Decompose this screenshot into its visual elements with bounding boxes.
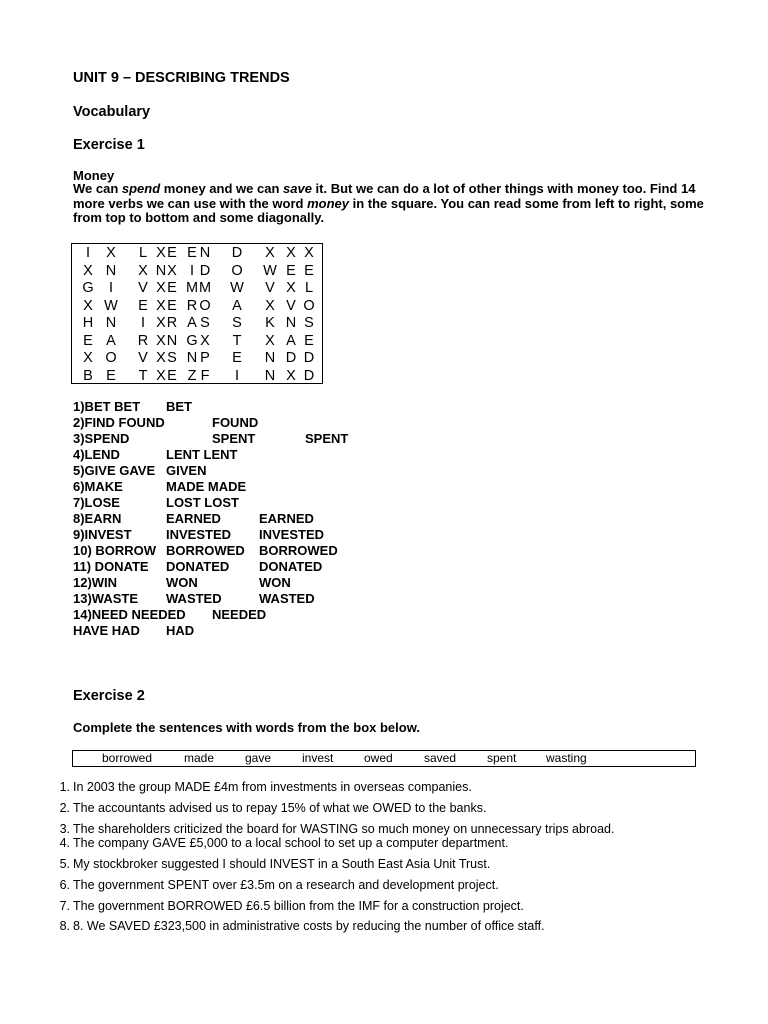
answer-cell: BORROWED bbox=[166, 543, 245, 558]
sentence-item bbox=[59, 919, 545, 933]
grid-letter: I bbox=[234, 367, 240, 384]
grid-letter: E bbox=[167, 280, 177, 296]
answer-cell: DONATED bbox=[259, 559, 323, 574]
grid-letter: D bbox=[231, 245, 243, 261]
sentence-number: 5. bbox=[59, 857, 70, 871]
grid-letter: X bbox=[304, 245, 314, 261]
answer-cell: WON bbox=[259, 575, 291, 590]
sentence-text: The company GAVE £5,000 to a local school to set up a computer department. bbox=[73, 836, 509, 850]
grid-letter: L bbox=[304, 280, 314, 296]
grid-letter: L bbox=[138, 245, 148, 261]
answer-cell: HAD bbox=[166, 623, 195, 638]
answer-cell: 13)WASTE bbox=[73, 591, 139, 606]
grid-letter: E bbox=[187, 245, 197, 261]
grid-letter: X bbox=[106, 245, 116, 261]
grid-letter: Z bbox=[187, 367, 197, 384]
intro-text: We can bbox=[73, 181, 122, 196]
unit-title: UNIT 9 – DESCRIBING TRENDS bbox=[73, 70, 290, 86]
grid-letter: X bbox=[265, 332, 275, 349]
grid-letter: E bbox=[167, 245, 177, 261]
grid-letter: N bbox=[285, 315, 297, 331]
grid-letter: G bbox=[186, 332, 198, 349]
word-box-item: gave bbox=[245, 751, 272, 765]
grid-letter: X bbox=[286, 280, 296, 296]
sentence-text: The government SPENT over £3.5m on a research and development project. bbox=[73, 878, 499, 892]
grid-letter: D bbox=[303, 367, 315, 384]
answer-cell: 11) DONATE bbox=[73, 559, 149, 574]
answer-cell: 9)INVEST bbox=[73, 527, 132, 542]
intro-text: it. But we can do a lot of other things with money too. Find 14 more verbs we can use with the word bbox=[73, 181, 696, 211]
grid-letter: E bbox=[286, 262, 296, 279]
sentence-number: 8. bbox=[59, 919, 70, 933]
grid-letter: V bbox=[138, 280, 148, 296]
grid-letter: W bbox=[104, 297, 118, 314]
grid-letter: R bbox=[166, 315, 178, 331]
grid-letter: D bbox=[303, 350, 315, 366]
sentence-number: 4. bbox=[59, 836, 70, 850]
grid-letter: X bbox=[83, 297, 93, 314]
grid-letter: B bbox=[83, 367, 93, 384]
grid-letter: E bbox=[83, 332, 93, 349]
grid-letter: X bbox=[156, 350, 166, 366]
answer-cell: 4)LEND bbox=[73, 447, 120, 462]
answer-cell: LOST LOST bbox=[166, 495, 239, 510]
grid-letter: E bbox=[138, 297, 148, 314]
intro-text: money and we can bbox=[160, 181, 284, 196]
sentence-number: 2. bbox=[59, 801, 70, 815]
word-box-item: made bbox=[184, 751, 215, 765]
grid-letter: S bbox=[304, 315, 314, 331]
grid-letter: X bbox=[265, 245, 275, 261]
word-box-item: saved bbox=[424, 751, 457, 765]
grid-letter: X bbox=[83, 350, 93, 366]
sentence-text: In 2003 the group MADE £4m from investments in overseas companies. bbox=[73, 780, 472, 794]
intro-emphasis: money bbox=[307, 195, 349, 211]
grid-letter: X bbox=[167, 262, 177, 279]
grid-letter: A bbox=[232, 297, 242, 314]
exercise2-instructions: Complete the sentences with words from the box below. bbox=[73, 720, 420, 735]
grid-letter: A bbox=[187, 315, 197, 331]
intro-emphasis: spend bbox=[121, 181, 161, 196]
grid-letter: X bbox=[83, 262, 93, 279]
answer-cell: BET bbox=[166, 399, 192, 414]
answer-cell: DONATED bbox=[166, 559, 230, 574]
grid-letter: N bbox=[105, 315, 117, 331]
grid-letter: N bbox=[186, 350, 198, 366]
grid-letter: N bbox=[105, 262, 117, 279]
grid-letter: F bbox=[200, 367, 210, 384]
grid-letter: N bbox=[166, 332, 178, 349]
grid-letter: O bbox=[303, 297, 315, 314]
answer-cell: EARNED bbox=[166, 511, 221, 526]
grid-letter: S bbox=[232, 315, 242, 331]
grid-letter: X bbox=[156, 280, 166, 296]
grid-letter: E bbox=[232, 350, 242, 366]
answer-cell: HAVE HAD bbox=[73, 623, 140, 638]
grid-letter: E bbox=[304, 262, 314, 279]
exercise2-heading: Exercise 2 bbox=[73, 688, 145, 704]
grid-letter: M bbox=[198, 280, 212, 296]
sentence-item bbox=[59, 899, 524, 913]
grid-letter: I bbox=[85, 245, 91, 261]
grid-letter: D bbox=[199, 262, 211, 279]
answer-cell: 7)LOSE bbox=[73, 495, 120, 510]
grid-letter: H bbox=[82, 315, 94, 331]
grid-letter: K bbox=[265, 315, 275, 331]
grid-letter: N bbox=[199, 245, 211, 261]
answer-cell: 5)GIVE GAVE bbox=[73, 463, 156, 478]
grid-letter: I bbox=[189, 262, 195, 279]
grid-letter: W bbox=[263, 262, 277, 279]
sentence-number: 3. bbox=[59, 822, 70, 836]
grid-letter: X bbox=[265, 297, 275, 314]
sentence-item bbox=[59, 801, 487, 815]
grid-letter: O bbox=[231, 262, 243, 279]
grid-letter: X bbox=[156, 332, 166, 349]
answer-cell: 6)MAKE bbox=[73, 479, 123, 494]
sentence-text: My stockbroker suggested I should INVEST in a South East Asia Unit Trust. bbox=[73, 857, 491, 871]
grid-letter: E bbox=[167, 367, 177, 384]
grid-letter: X bbox=[138, 262, 148, 279]
word-box-item: wasting bbox=[546, 751, 587, 765]
answer-cell: GIVEN bbox=[166, 463, 207, 478]
grid-letter: I bbox=[108, 280, 114, 296]
grid-letter: P bbox=[200, 350, 210, 366]
grid-letter: X bbox=[156, 297, 166, 314]
answer-cell: 1)BET BET bbox=[73, 399, 141, 414]
sentence-number: 1. bbox=[59, 780, 70, 794]
answer-cell: MADE MADE bbox=[166, 479, 247, 494]
answer-cell: 8)EARN bbox=[73, 511, 122, 526]
sentence-item bbox=[59, 780, 472, 794]
answer-cell: BORROWED bbox=[259, 543, 338, 558]
grid-letter: A bbox=[106, 332, 116, 349]
answer-cell: INVESTED bbox=[166, 527, 232, 542]
grid-letter: X bbox=[286, 367, 296, 384]
grid-letter: X bbox=[156, 367, 166, 384]
word-box-item: invest bbox=[302, 751, 334, 765]
sentence-text: The government BORROWED £6.5 billion from the IMF for a construction project. bbox=[73, 899, 524, 913]
grid-letter: M bbox=[185, 280, 199, 296]
sentence-item bbox=[59, 857, 491, 871]
sentence-text: The shareholders criticized the board for WASTING so much money on unnecessary trips abroad. bbox=[73, 822, 615, 836]
word-box-item: spent bbox=[487, 751, 517, 765]
grid-letter: T bbox=[232, 332, 242, 349]
sentence-number: 7. bbox=[59, 899, 70, 913]
answer-cell: SPENT bbox=[305, 431, 349, 446]
answer-cell: 14)NEED NEEDED bbox=[73, 607, 186, 622]
grid-letter: A bbox=[286, 332, 296, 349]
grid-letter: X bbox=[156, 245, 166, 261]
grid-letter: R bbox=[137, 332, 149, 349]
intro-text: in the square. You can read some from left to right, some from top to bottom and some diagonally. bbox=[73, 195, 704, 225]
vocabulary-heading: Vocabulary bbox=[73, 104, 151, 120]
answer-cell: WASTED bbox=[166, 591, 222, 606]
word-search-grid bbox=[71, 243, 323, 384]
exercise1-topic: Money bbox=[73, 168, 115, 183]
grid-letter: X bbox=[200, 332, 210, 349]
word-box-item: owed bbox=[364, 751, 393, 765]
answer-cell: SPENT bbox=[212, 431, 256, 446]
grid-letter: S bbox=[167, 350, 177, 366]
exercise1-heading: Exercise 1 bbox=[73, 137, 145, 153]
answer-cell: WASTED bbox=[259, 591, 315, 606]
answer-cell: 12)WIN bbox=[73, 575, 118, 590]
grid-letter: N bbox=[155, 262, 167, 279]
sentence-item bbox=[59, 836, 509, 850]
answer-cell: INVESTED bbox=[259, 527, 325, 542]
sentence-item bbox=[59, 878, 499, 892]
grid-letter: T bbox=[138, 367, 148, 384]
grid-letter: D bbox=[285, 350, 297, 366]
grid-letter: N bbox=[264, 367, 276, 384]
answer-cell: WON bbox=[166, 575, 198, 590]
sentence-number: 6. bbox=[59, 878, 70, 892]
grid-letter: X bbox=[156, 315, 166, 331]
sentence-item bbox=[59, 822, 615, 836]
grid-letter: X bbox=[286, 245, 296, 261]
answer-cell: 10) BORROW bbox=[73, 543, 157, 558]
grid-letter: V bbox=[265, 280, 275, 296]
answer-cell: NEEDED bbox=[212, 607, 267, 622]
grid-letter: R bbox=[186, 297, 198, 314]
answer-cell: EARNED bbox=[259, 511, 314, 526]
exercise1-instructions bbox=[73, 182, 713, 226]
grid-letter: G bbox=[82, 280, 94, 296]
word-box-item: borrowed bbox=[102, 751, 153, 765]
sentence-text: The accountants advised us to repay 15% of what we OWED to the banks. bbox=[73, 801, 487, 815]
grid-letter: O bbox=[199, 297, 211, 314]
sentence-text: 8. We SAVED £323,500 in administrative costs by reducing the number of office staff. bbox=[73, 919, 545, 933]
grid-letter: W bbox=[230, 280, 244, 296]
answer-cell: LENT LENT bbox=[166, 447, 238, 462]
grid-letter: N bbox=[264, 350, 276, 366]
grid-letter: I bbox=[140, 315, 146, 331]
grid-letter: E bbox=[167, 297, 177, 314]
grid-letter: V bbox=[138, 350, 148, 366]
answer-cell: FOUND bbox=[212, 415, 259, 430]
intro-emphasis: save bbox=[283, 181, 312, 196]
answer-cell: 2)FIND FOUND bbox=[73, 415, 165, 430]
grid-letter: V bbox=[286, 297, 296, 314]
word-box bbox=[72, 750, 696, 767]
grid-letter: S bbox=[200, 315, 210, 331]
answer-cell: 3)SPEND bbox=[73, 431, 130, 446]
grid-letter: E bbox=[106, 367, 116, 384]
grid-letter: O bbox=[105, 350, 117, 366]
grid-letter: E bbox=[304, 332, 314, 349]
